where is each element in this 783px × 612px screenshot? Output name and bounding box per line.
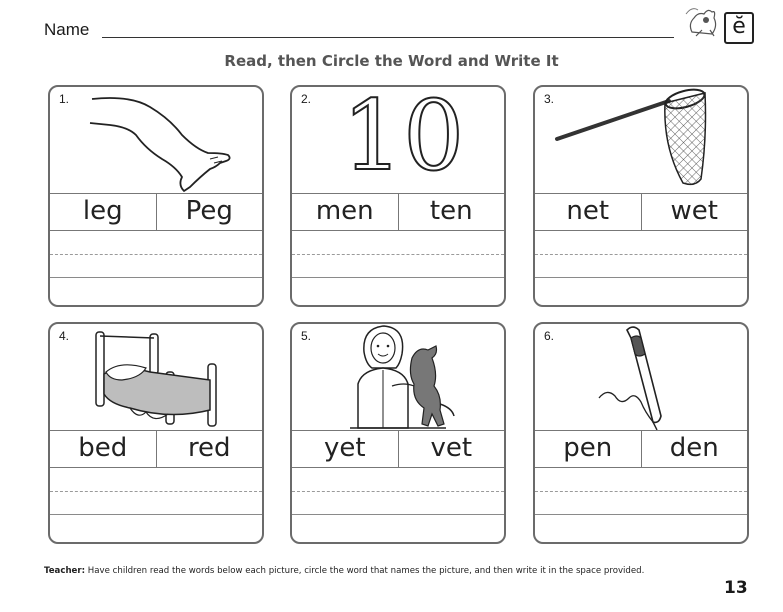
exercise-card-4 [48, 322, 264, 544]
card-number: 3. [544, 92, 555, 106]
word-option[interactable]: men [315, 196, 374, 226]
word-option[interactable]: pen [563, 433, 613, 463]
base-line [50, 277, 262, 278]
base-line [50, 514, 262, 515]
net-icon [535, 87, 747, 193]
card-number: 5. [301, 329, 312, 343]
exercise-card-6 [533, 322, 749, 544]
card-number: 6. [544, 329, 555, 343]
pen-icon [535, 324, 747, 430]
page-title: Read, then Circle the Word and Write It [224, 52, 559, 70]
word-choices [292, 430, 504, 468]
exercise-card-1 [48, 85, 264, 307]
word-option[interactable]: net [566, 196, 610, 226]
page-number: 13 [724, 578, 748, 598]
write-line-area[interactable] [50, 230, 262, 305]
dashed-guide-line [535, 254, 747, 255]
bed-icon [50, 324, 262, 430]
exercise-card-3 [533, 85, 749, 307]
write-line-area[interactable] [292, 230, 504, 305]
teacher-instructions: Have children read the words below each picture, circle the word that names the picture, and then write it in the space provided. [85, 566, 645, 576]
word-option[interactable]: yet [323, 433, 366, 463]
word-option[interactable]: den [641, 431, 748, 467]
card-number: 4. [59, 329, 70, 343]
name-write-line[interactable] [102, 37, 674, 38]
base-line [292, 514, 504, 515]
vet-with-dog-icon [292, 324, 504, 430]
dashed-guide-line [292, 254, 504, 255]
name-row [44, 18, 674, 42]
word-option[interactable]: vet [398, 431, 505, 467]
exercise-card-5 [290, 322, 506, 544]
card-number: 1. [59, 92, 70, 106]
teacher-label: Teacher: [44, 566, 86, 576]
word-choices [292, 193, 504, 231]
base-line [292, 277, 504, 278]
card-number: 2. [301, 92, 312, 106]
number-ten-text: 10 [342, 85, 465, 192]
word-choices [50, 193, 262, 231]
vowel-badge: ĕ [724, 12, 754, 44]
word-choices [535, 430, 747, 468]
word-choices [50, 430, 262, 468]
word-option[interactable]: leg [82, 196, 123, 226]
base-line [535, 277, 747, 278]
exercise-card-2 [290, 85, 506, 307]
word-option[interactable]: ten [398, 194, 505, 230]
word-option[interactable]: red [156, 431, 263, 467]
write-line-area[interactable] [50, 467, 262, 542]
number-ten-icon [292, 87, 504, 193]
word-option[interactable]: bed [78, 433, 128, 463]
word-option[interactable]: wet [641, 194, 748, 230]
write-line-area[interactable] [535, 467, 747, 542]
dashed-guide-line [535, 491, 747, 492]
leg-icon [50, 87, 262, 193]
dashed-guide-line [50, 254, 262, 255]
write-line-area[interactable] [292, 467, 504, 542]
write-line-area[interactable] [535, 230, 747, 305]
dashed-guide-line [292, 491, 504, 492]
teacher-note [44, 566, 644, 576]
base-line [535, 514, 747, 515]
dashed-guide-line [50, 491, 262, 492]
name-label: Name [44, 20, 90, 39]
word-option[interactable]: Peg [156, 194, 263, 230]
word-choices [535, 193, 747, 231]
